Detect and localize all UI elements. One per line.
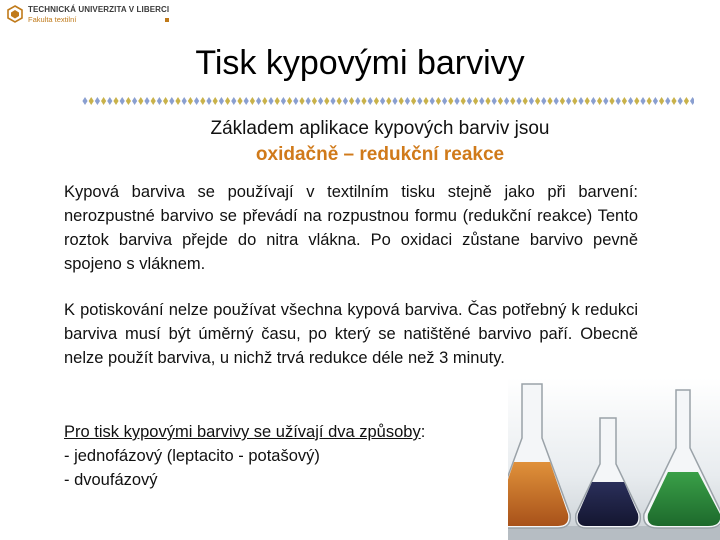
divider-dot [144,97,149,105]
divider-dot [343,97,348,105]
divider-dot [82,97,87,105]
divider-dot [628,97,633,105]
divider-dot [107,97,112,105]
divider-dot [225,97,230,105]
paragraph-1: Kypová barviva se používají v textilním tisku stejně jako při barvení: nerozpustné barvivo se převádí na rozpustnou formu (redukční reakce) Tento roztok barviva přejde do nitra vlákna. Po oxidaci zůstane barvivo pevně spojeno s vláknem. [64,183,638,273]
divider-dot [479,97,484,105]
divider-dot [572,97,577,105]
divider-dot [547,97,552,105]
divider-dot [622,97,627,105]
divider-dot [250,97,255,105]
divider-dot [578,97,583,105]
divider-dot [647,97,652,105]
divider-dot [609,97,614,105]
divider-dot [281,97,286,105]
divider-dot [157,97,162,105]
divider-dot [535,97,540,105]
divider-dot [138,97,143,105]
divider-dot [206,97,211,105]
divider-dot [299,97,304,105]
divider-dot [411,97,416,105]
title-divider [82,96,694,106]
divider-dot [473,97,478,105]
method-item-1: - jednofázový (leptacito - potašový) [64,447,320,465]
divider-dot [392,97,397,105]
divider-dot [436,97,441,105]
divider-dot [523,97,528,105]
methods-heading-line [64,420,425,444]
divider-dot [182,97,187,105]
divider-dot [467,97,472,105]
divider-dot [430,97,435,105]
divider-dot [330,97,335,105]
subtitle-line1: Základem aplikace kypových barviv jsou [210,118,550,139]
divider-dot [510,97,515,105]
divider-dot [659,97,664,105]
divider-dot [541,97,546,105]
divider-dot [374,97,379,105]
divider-dot [262,97,267,105]
divider-dot [498,97,503,105]
divider-dot [163,97,168,105]
divider-dot [603,97,608,105]
divider-dot [690,97,694,105]
divider-dot [318,97,323,105]
divider-dot [89,97,94,105]
divider-dot [355,97,360,105]
divider-dot [591,97,596,105]
divider-dot [634,97,639,105]
divider-dot [349,97,354,105]
divider-dot [485,97,490,105]
divider-dot [200,97,205,105]
divider-dot [448,97,453,105]
divider-dot [566,97,571,105]
paragraph-2: K potiskování nelze používat všechna kypová barviva. Čas potřebný k redukci barviva musí být úměrný času, po který se natištěné barvivo paří. Obecně nelze použít barviva, u nichž trvá redukce déle než 3 minuty. [64,301,638,367]
logo-square-mark [165,18,169,22]
divider-dot [560,97,565,105]
methods-section [64,420,425,492]
divider-dot [461,97,466,105]
divider-dot [306,97,311,105]
divider-dot [454,97,459,105]
divider-dot [399,97,404,105]
divider-dot [268,97,273,105]
university-logo-icon [6,5,24,23]
divider-dot [113,97,118,105]
divider-dot [380,97,385,105]
divider-dot [293,97,298,105]
divider-dot [423,97,428,105]
divider-dot [237,97,242,105]
divider-dot [95,97,100,105]
divider-dot [219,97,224,105]
divider-dot [287,97,292,105]
divider-dot [585,97,590,105]
divider-dot [213,97,218,105]
divider-dot [324,97,329,105]
divider-dot [151,97,156,105]
divider-dot [368,97,373,105]
divider-dot [244,97,249,105]
divider-dot [386,97,391,105]
divider-dot [504,97,509,105]
subtitle-line2: oxidačně – redukční reakce [255,144,505,165]
divider-dot [231,97,236,105]
divider-dot [132,97,137,105]
divider-dot [442,97,447,105]
divider-dot [101,97,106,105]
divider-dot [194,97,199,105]
divider-dot [678,97,683,105]
divider-dot [616,97,621,105]
divider-dot [337,97,342,105]
laboratory-flasks-photo [508,378,720,540]
divider-dot [417,97,422,105]
divider-dot [169,97,174,105]
divider-dot [665,97,670,105]
method-item-2: - dvoufázový [64,471,158,489]
divider-dot [653,97,658,105]
university-logo [6,4,176,26]
divider-dot [120,97,125,105]
divider-dot [312,97,317,105]
divider-dot [275,97,280,105]
divider-dot [492,97,497,105]
divider-dot [175,97,180,105]
divider-dot [361,97,366,105]
divider-dot [554,97,559,105]
university-name: TECHNICKÁ UNIVERZITA V LIBERCI [28,5,170,14]
divider-dot [684,97,689,105]
divider-dot [529,97,534,105]
slide-title: Tisk kypovými barvivy [195,44,525,82]
divider-dot [256,97,261,105]
divider-dot [516,97,521,105]
divider-dot [126,97,131,105]
divider-dot [671,97,676,105]
divider-dot [640,97,645,105]
divider-dot [405,97,410,105]
methods-heading: Pro tisk kypovými barvivy se užívají dva způsoby [64,423,421,441]
divider-dot [188,97,193,105]
faculty-name: Fakulta textilní [28,15,77,24]
methods-colon: : [420,423,426,441]
divider-dot [597,97,602,105]
